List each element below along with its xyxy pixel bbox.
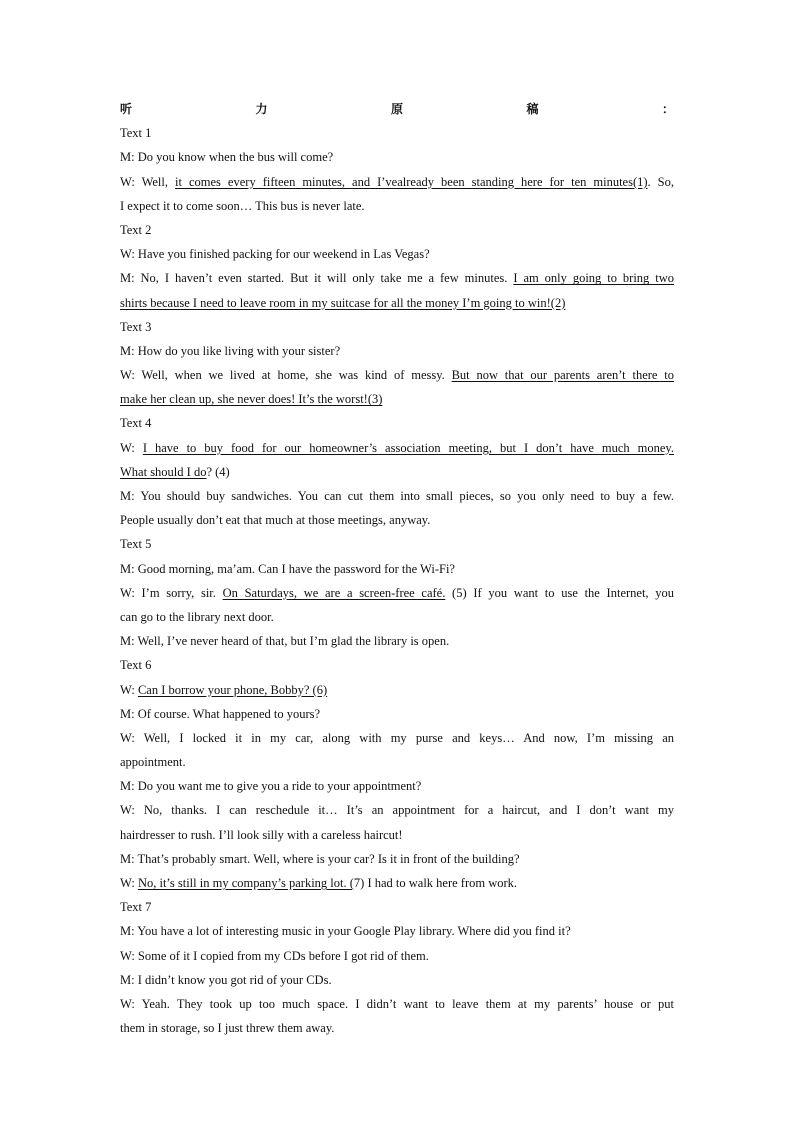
dialogue-line: hairdresser to rush. I’ll look silly with a careless haircut! — [120, 827, 403, 842]
dialogue-line: M: That’s probably smart. Well, where is your car? Is it in front of the building? — [120, 851, 520, 866]
answer-underline-4: I have to buy food for our homeowner’s association meeting, but I don’t have much money. — [142, 440, 674, 455]
dialogue-line: M: You should buy sandwiches. You can cut them into small pieces, so you only need to buy a few. — [120, 489, 674, 503]
dialogue-line: M: I didn’t know you got rid of your CDs. — [120, 972, 332, 987]
answer-underline-2-cont: shirts because I need to leave room in my suitcase for all the money I’m going to win!(2) — [120, 295, 566, 310]
answer-underline-4-cont: What should I do — [120, 464, 207, 479]
dialogue-line: What should I do? (4) — [120, 464, 230, 479]
dialogue-line: W: Can I borrow your phone, Bobby? (6) — [120, 682, 328, 697]
answer-underline-3: But now that our parents aren’t there to — [451, 368, 674, 383]
dialogue-line: W: Yeah. They took up too much space. I didn’t want to leave them at my parents’ house or put — [120, 996, 674, 1011]
dialogue-line: W: No, it’s still in my company’s parking lot. (7) I had to walk here from work. — [120, 876, 518, 890]
dialogue-line: People usually don’t eat that much at those meetings, anyway. — [120, 513, 431, 528]
answer-underline-1: it comes every fifteen minutes, and I’vealready been standing here for ten minutes(1) — [175, 174, 648, 189]
answer-underline-5: On Saturdays, we are a screen-free café. — [222, 585, 446, 600]
section-label-text-2: Text 2 — [120, 222, 152, 237]
dialogue-line: M: Good morning, ma’am. Can I have the password for the Wi-Fi? — [120, 561, 455, 576]
dialogue-line: M: Well, I’ve never heard of that, but I’m glad the library is open. — [120, 634, 450, 649]
section-label-text-6: Text 6 — [120, 658, 152, 673]
answer-underline-6: Can I borrow your phone, Bobby? (6) — [137, 682, 328, 697]
answer-underline-2: I am only going to bring two — [513, 271, 674, 286]
transcript-title: 听力原稿： — [120, 102, 674, 116]
transcript-body — [120, 97, 674, 1040]
answer-underline-7: No, it’s still in my company’s parking lot. ( — [137, 876, 354, 890]
dialogue-line: M: Do you want me to give you a ride to your appointment? — [120, 779, 422, 794]
dialogue-line — [120, 387, 674, 411]
dialogue-line: W: Well, when we lived at home, she was kind of messy. But now that our parents aren’t there to — [120, 368, 674, 383]
dialogue-line: M: No, I haven’t even started. But it will only take me a few minutes. I am only going to bring two — [120, 271, 674, 286]
dialogue-line: W: Well, it comes every fifteen minutes, and I’vealready been standing here for ten minutes(1). So, — [120, 174, 675, 189]
answer-underline-3-cont: make her clean up, she never does! It’s the worst!(3) — [120, 392, 383, 407]
dialogue-line: W: Well, I locked it in my car, along with my purse and keys… And now, I’m missing an — [120, 730, 674, 745]
dialogue-line: W: I have to buy food for our homeowner’s association meeting, but I don’t have much money. — [120, 440, 674, 455]
dialogue-line: M: How do you like living with your sister? — [120, 343, 341, 358]
dialogue-line: them in storage, so I just threw them away. — [120, 1021, 335, 1036]
section-label-text-4: Text 4 — [120, 416, 152, 431]
dialogue-line: M: You have a lot of interesting music in your Google Play library. Where did you find it? — [120, 924, 571, 939]
section-label-text-5: Text 5 — [120, 537, 152, 552]
dialogue-line: appointment. — [120, 755, 186, 770]
section-label-text-1: Text 1 — [120, 126, 152, 141]
dialogue-line: W: I’m sorry, sir. On Saturdays, we are a screen-free café. (5) If you want to use the Internet, you — [120, 585, 674, 600]
dialogue-line: M: Do you know when the bus will come? — [120, 150, 334, 165]
dialogue-line: can go to the library next door. — [120, 609, 274, 624]
dialogue-line: W: Some of it I copied from my CDs before I got rid of them. — [120, 948, 429, 963]
dialogue-line: I expect it to come soon… This bus is never late. — [120, 198, 365, 213]
dialogue-line: M: Of course. What happened to yours? — [120, 706, 321, 721]
section-label-text-3: Text 3 — [120, 319, 152, 334]
dialogue-line: W: No, thanks. I can reschedule it… It’s an appointment for a haircut, and I don’t want my — [120, 803, 674, 818]
section-label-text-7: Text 7 — [120, 900, 152, 915]
dialogue-line: W: Have you finished packing for our weekend in Las Vegas? — [120, 247, 430, 262]
dialogue-line — [120, 291, 674, 315]
